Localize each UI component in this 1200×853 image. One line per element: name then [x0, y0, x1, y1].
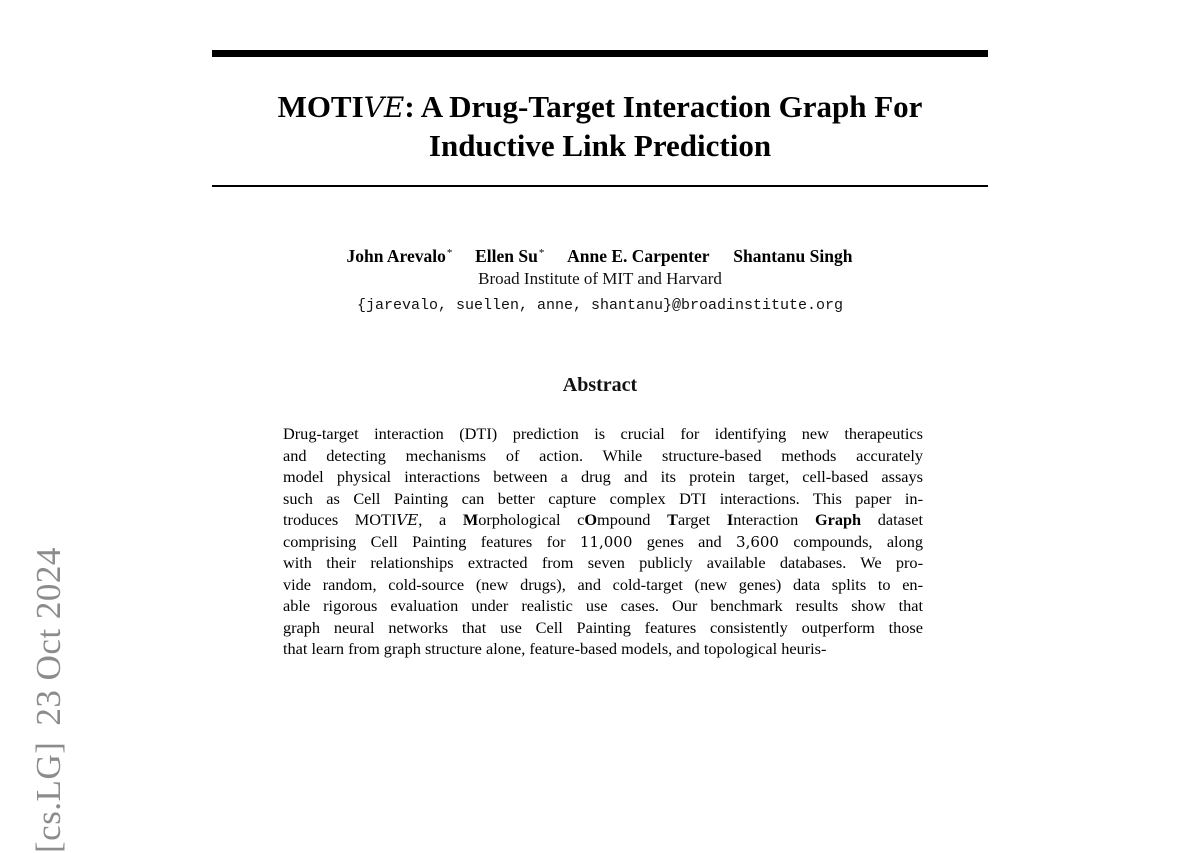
arxiv-stamp — [14, 313, 84, 853]
abstract-line: Drug-target interaction (DTI) prediction is crucial for identifying new therapeutics — [283, 424, 923, 443]
paper-title — [212, 88, 988, 165]
arxiv-category: [cs.LG] — [29, 741, 68, 853]
abstract-line: able rigorous evaluation under realistic use cases. Our benchmark results show that — [283, 596, 923, 615]
abstract-text: orphological c — [478, 510, 585, 529]
abstract-number: 3,600 — [736, 532, 779, 551]
author-name: John Arevalo — [346, 246, 446, 266]
author-emails[interactable]: {jarevalo, suellen, anne, shantanu}@broadinstitute.org — [356, 297, 844, 314]
arxiv-stamp-text — [14, 313, 84, 853]
abstract-body — [283, 423, 923, 660]
abstract-calligraphic: VE — [396, 511, 419, 529]
abstract-text: arget — [677, 510, 727, 529]
abstract-text: comprising Cell Painting features for — [283, 531, 580, 551]
author-name: Anne E. Carpenter — [567, 246, 710, 266]
title-line-2: Inductive Link Prediction — [428, 128, 772, 163]
abstract-line: model physical interactions between a drug and its protein target, cell-based assays — [283, 467, 923, 486]
title-line-1 — [212, 88, 988, 127]
abstract-line: such as Cell Painting can better capture complex DTI interactions. This paper in- — [283, 488, 923, 508]
title-rule-bottom — [212, 185, 988, 187]
abstract-line: that learn from graph structure alone, feature-based models, and topological heuris- — [283, 639, 827, 658]
abstract-line: graph neural networks that use Cell Painting features consistently outperform those — [283, 617, 923, 637]
arxiv-date: 23 Oct 2024 — [29, 547, 68, 726]
abstract-text: troduces MOTI — [283, 510, 397, 529]
abstract-line: and detecting mechanisms of action. While structure-based methods accurately — [283, 445, 923, 465]
title-rule-top — [212, 50, 988, 57]
abstract-text: compounds, along — [778, 531, 923, 551]
title-line1-rest: : A Drug-Target Interaction Graph For — [404, 89, 923, 124]
acronym-letter: I — [726, 510, 734, 529]
abstract-heading: Abstract — [562, 374, 638, 396]
author-mark: * — [538, 247, 545, 259]
author-name: Shantanu Singh — [733, 246, 853, 266]
affiliation: Broad Institute of MIT and Harvard — [478, 269, 722, 288]
abstract-text: , a — [418, 510, 463, 529]
abstract-line — [283, 531, 923, 553]
acronym-letter: M — [462, 510, 479, 529]
title-calligraphic: VE — [363, 91, 405, 124]
author-list — [212, 242, 988, 267]
abstract-line: with their relationships extracted from seven publicly available databases. We pro- — [283, 553, 923, 572]
author-name: Ellen Su — [475, 246, 538, 266]
title-prefix: MOTI — [277, 89, 364, 124]
abstract-line — [283, 509, 923, 531]
abstract-line: vide random, cold-source (new drugs), and cold-target (new genes) data splits to en- — [283, 574, 923, 594]
abstract-text: nteraction — [733, 510, 815, 529]
abstract-text: genes and — [632, 531, 737, 551]
acronym-letter: O — [584, 510, 598, 529]
acronym-letter: T — [667, 510, 678, 529]
acronym-letter: Graph — [814, 510, 862, 529]
abstract-text: dataset — [861, 510, 923, 529]
abstract-number: 11,000 — [579, 532, 633, 551]
author-mark: * — [446, 247, 453, 259]
abstract-text: mpound — [597, 510, 668, 529]
